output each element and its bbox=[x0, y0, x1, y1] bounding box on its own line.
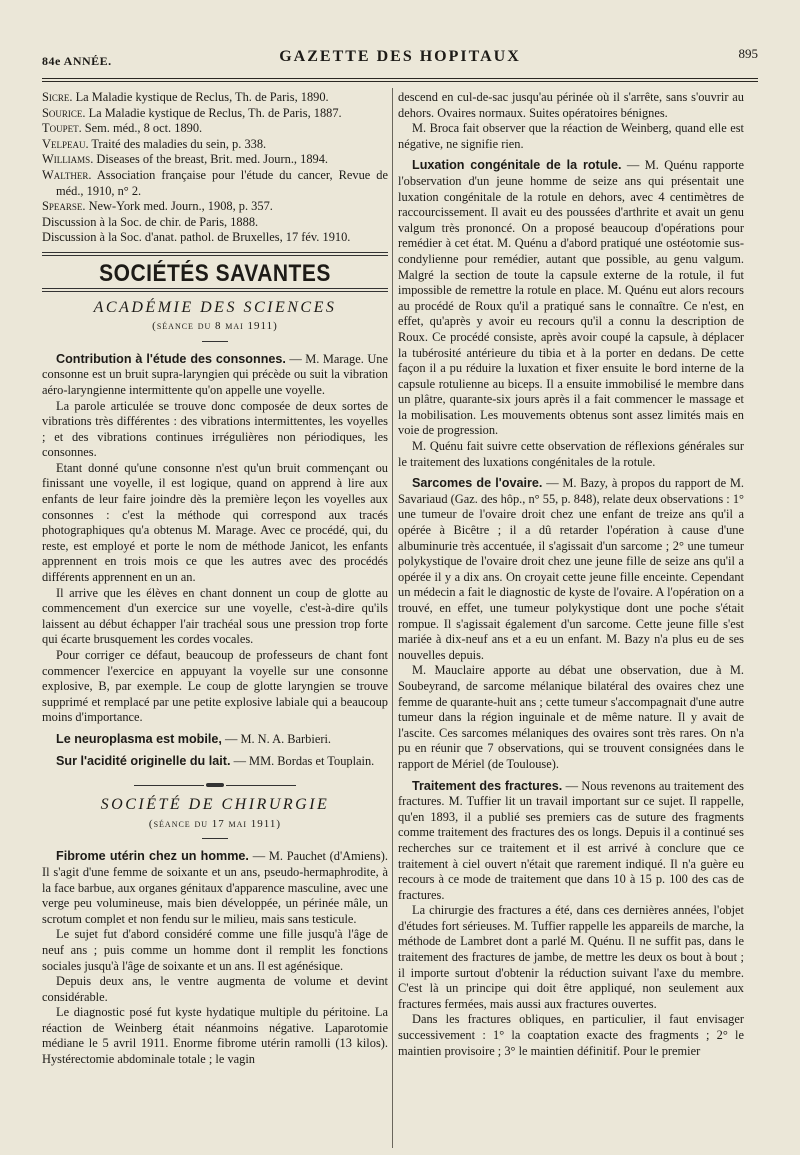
bibliography-text: Traité des maladies du sein, p. 338. bbox=[91, 136, 267, 151]
bibliography-text: Discussion à la Soc. de chir. de Paris, 1888. bbox=[42, 214, 259, 229]
luxation-paragraph: Luxation congénitale de la rotule. — M. Quénu rapporte l'observation d'un jeune homme de seize ans qui présentait une luxation congénitale de la rotule en dehors, avec 4 centimètres de raccourcissement. Il avait eu des poussées d'arthrite et avait un genu valgum très prononcé. On a proposé beaucoup d'opérations pour remédier à cet état. M. Quénu a d'abord pratiqué une ostéotomie sus-condylienne pour remédier, autant que possible, au genu valgum. Malgré la section de toute la capsule externe de la rotule, il fut impossible de remettre la rotule en place. M. Quénu eut alors recours au procédé de Roux qu'il a pratiqué sans le connaître. Ce n'est, en effet, qu'après y avoir eu recours qu'il a connu la description de Roux. Ce procédé consiste, après avoir coupé la capsule, à déplacer la tubérosité antérieure du tibia et à la porter en dedans. De cette façon il a pu réduire la luxation et fixer ensuite le bord interne de la capsule rotulienne au biceps. Il a ensuite immobilisé le membre dans un plâtre, quarante-six jours après il a fait commencer le massage et la mobilisation. Les mouvements obtenus sont assez limités mais en voie de progression. bbox=[398, 158, 744, 438]
section-rule bbox=[42, 288, 388, 292]
consonnes-heading: Contribution à l'étude des consonnes. bbox=[56, 351, 286, 366]
bibliography-text: La Maladie kystique de Reclus, Th. de Paris, 1890. bbox=[75, 90, 329, 104]
luxation-paragraph: M. Quénu fait suivre cette observation de réflexions générales sur le traitement des luxations congénitales de la rotule. bbox=[398, 439, 744, 469]
bibliography-entry bbox=[42, 137, 388, 153]
fibrome-paragraph: Le sujet fut d'abord considéré comme une fille jusqu'à l'âge de neuf ans ; puis comme un homme dont il remplit les fonctions sociales jusqu'à l'âge de soixante et un ans. Il est agénésique. bbox=[42, 927, 388, 973]
header-page-number: 895 bbox=[738, 46, 758, 61]
ornament-divider bbox=[42, 783, 388, 787]
bibliography-entry bbox=[42, 199, 388, 215]
broca-paragraph: M. Broca fait observer que la réaction de Weinberg, quand elle est négative, ne signifie rien. bbox=[398, 121, 744, 151]
bibliography-author: Sicre. bbox=[42, 90, 73, 104]
fibrome-paragraph: Le diagnostic posé fut kyste hydatique multiple du péritoine. La réaction de Weinberg était néanmoins négative. Laparotomie médiane le 5 avril 1911. Enorme fibrome utérin ramolli (13 kilos). Hystérectomie abdominale totale ; le vagin bbox=[42, 1005, 388, 1067]
luxation-heading: Luxation congénitale de la rotule. bbox=[412, 158, 622, 173]
consonnes-paragraph: Il arrive que les élèves en chant donnent un coup de glotte au commencement d'un exercice sur une voyelle, c'est-à-dire qu'ils laissent au début échapper l'air trachéal sous une pression trop forte qui écarte brusquement les cordes vocales. bbox=[42, 585, 388, 647]
section-title: SOCIÉTÉS SAVANTES bbox=[99, 260, 331, 287]
header-rule-bottom bbox=[42, 81, 758, 82]
section-rule bbox=[42, 252, 388, 256]
bibliography-entry bbox=[42, 215, 388, 231]
bibliography-text: Sem. méd., 8 oct. 1890. bbox=[84, 121, 203, 136]
continuation-paragraph: descend en cul-de-sac jusqu'au périnée où il s'arrête, sans s'ouvrir au dehors. Ovaires normaux. Suites opératoires bénignes. bbox=[398, 90, 744, 120]
bibliography-text: Association française pour l'étude du cancer, Revue de méd., 1910, n° 2. bbox=[56, 167, 389, 198]
bibliography-list bbox=[42, 90, 388, 246]
bibliography-text: Diseases of the breast, Brit. med. Journ., 1894. bbox=[96, 152, 328, 167]
page-header bbox=[42, 44, 758, 78]
bibliography-entry bbox=[42, 90, 388, 106]
academie-title: ACADÉMIE DES SCIENCES bbox=[93, 298, 337, 316]
consonnes-paragraph: Contribution à l'étude des consonnes. — M. Marage. Une consonne est un bruit supra-laryngien qui précède ou suit la vibration aéro-laryngienne intermittente qu'on appelle une voyelle. bbox=[42, 351, 388, 397]
bibliography-author: Spearse. bbox=[42, 199, 86, 214]
bibliography-entry bbox=[42, 230, 388, 246]
neuroplasma-heading: Le neuroplasma est mobile, bbox=[56, 731, 222, 746]
bibliography-author: Williams. bbox=[42, 152, 94, 167]
fractures-paragraph: La chirurgie des fractures a été, dans ces dernières années, l'objet d'études fort sérieuses. M. Tuffier rappelle les appareils de marche, la méthode de Lambret dont a parlé M. Quénu. Il ne suffit pas, dans le traitement des fractures de jambe, de mettre les deux os bout à bout ; il importe surtout d'obtenir la réduction suivant l'axe du membre. C'est là un principe qui doit être appliqué, non seulement aux fractures fermées, mais aussi aux fractures ouvertes. bbox=[398, 903, 744, 1011]
bibliography-entry bbox=[42, 121, 388, 137]
bibliography-entry bbox=[42, 152, 388, 168]
fibrome-paragraph: Depuis deux ans, le ventre augmenta de volume et devint considérable. bbox=[42, 974, 388, 1004]
left-column bbox=[42, 90, 388, 1068]
consonnes-paragraph: La parole articulée se trouve donc composée de deux sortes de vibrations très différentes : des vibrations intermittentes, les voyelles ; et des vibrations continues irrégulières non périodiques, les consonnes. bbox=[42, 398, 388, 460]
bibliography-entry bbox=[42, 106, 388, 122]
lait-heading: Sur l'acidité originelle du lait. bbox=[56, 753, 231, 768]
fibrome-heading: Fibrome utérin chez un homme. bbox=[56, 849, 249, 864]
sarcome-heading: Sarcomes de l'ovaire. bbox=[412, 476, 543, 491]
consonnes-paragraph: Pour corriger ce défaut, beaucoup de professeurs de chant font commencer l'exercice en appuyant la voyelle sur une consonne explosive, B, par exemple. Le coup de glotte laryngien se trouve supprimé et remplacé par une petite explosive labiale qui a beaucoup moins d'importance. bbox=[42, 648, 388, 725]
fibrome-paragraph: Fibrome utérin chez un homme. — M. Pauchet (d'Amiens). Il s'agit d'une femme de soixante et un ans, pseudo-hermaphrodite, à la face barbue, aux organes génitaux d'apparence masculine, avec une verge peu volumineuse, mais bien développée, un périnée mâle, un scrotum complet et non fendu sur le milieu, mais sans testicule. bbox=[42, 849, 388, 926]
fractures-heading: Traitement des fractures. bbox=[412, 778, 563, 793]
bibliography-author: Walther. bbox=[42, 167, 92, 182]
short-rule bbox=[202, 341, 228, 342]
chirurgie-title: SOCIÉTÉ DE CHIRURGIE bbox=[100, 796, 330, 814]
bibliography-entry bbox=[42, 168, 388, 199]
sarcome-paragraph: Sarcomes de l'ovaire. — M. Bazy, à propos du rapport de M. Savariaud (Gaz. des hôp., n° 55, p. 848), relate deux observations : 1° une tumeur de l'ovaire droit chez une enfant de treize ans qu'il a opérée à Bicêtre ; il a dû retarder l'opération à cause d'une albuminurie très accentuée, il s'agissait d'un sarcome ; 2° une tumeur polykystique de l'ovaire droit chez une jeune fille de seize ans qu'il a opérée il y a dix ans. On croyait cette jeune fille enceinte. Cependant un médecin a fait le diagnostic de kyste de l'ovaire. A l'opération on a trouvé, en effet, une tumeur polykystique dont une poche s'était rompue. Il s'agissait également d'un sarcome. Cette jeune fille s'est mariée à dix-neuf ans et a eu un enfant. M. Bazy n'a plus eu de ses nouvelles depuis. bbox=[398, 476, 744, 662]
bibliography-author: Sourice. bbox=[42, 105, 86, 120]
fractures-paragraph: Traitement des fractures. — Nous revenons au traitement des fractures. M. Tuffier lit un travail important sur ce sujet. Il rappelle, qu'en 1893, il a publié ses premiers cas de suture des fragments comme traitement des fractures des os longs. Depuis il a continué ses recherches sur ce traitement et il est arrivé à conclure que ce traitement à ciel ouvert n'était que rarement indiqué. Il n'a guère eu recours à ce mode de traitement que dans 10 à 15 p. 100 des cas de fractures. bbox=[398, 778, 744, 902]
bibliography-text: La Maladie kystique de Reclus, Th. de Paris, 1887. bbox=[88, 105, 342, 120]
sarcome-paragraph: M. Mauclaire apporte au débat une observation, due à M. Soubeyrand, de sarcome mélanique bilatéral des ovaires chez une femme de quarante-huit ans ; cette tumeur s'accompagnait d'une autre tumeur dans la région inguinale et de même nature. Il y avait de l'ascite. Ces sarcomes mélaniques des ovaires sont très rares. On n'a pu en réunir que 7 observations, qui se trouvent consignées dans le rapport de Mériel (de Toulouse). bbox=[398, 663, 744, 771]
right-column bbox=[398, 90, 744, 1059]
fractures-paragraph: Dans les fractures obliques, en particulier, il faut envisager successivement : 1° la coaptation exacte des fragments ; 2° le maintien provisoire ; 3° le maintien définitif. Pour le premier bbox=[398, 1012, 744, 1058]
lait-item: Sur l'acidité originelle du lait. — MM. Bordas et Touplain. bbox=[56, 753, 375, 768]
consonnes-paragraph: Etant donné qu'une consonne n'est qu'un bruit commençant ou finissant une voyelle, il est logique, quand on apprend à lire aux enfants de leur faire joindre dès la première leçon les voyelles aux consonnes : c'est la méthode qui correspond aux tracés photographiques qu'a obtenus M. Marage. Avec ce procédé, qui, du reste, est employé et porte le nom de méthode Janicot, les enfants apprennent en trois mois ce que les autres avec des procédés différents apprennent en un an. bbox=[42, 460, 388, 585]
bibliography-text: Discussion à la Soc. d'anat. pathol. de Bruxelles, 17 fév. 1910. bbox=[42, 230, 351, 245]
bibliography-author: Velpeau. bbox=[42, 136, 89, 151]
bibliography-text: New-York med. Journ., 1908, p. 357. bbox=[88, 199, 273, 214]
chirurgie-seance-date: (séance du 17 mai 1911) bbox=[148, 817, 282, 830]
column-divider bbox=[392, 88, 393, 1148]
bibliography-author: Toupet. bbox=[42, 121, 82, 136]
academie-seance-date: (séance du 8 mai 1911) bbox=[152, 320, 278, 333]
neuroplasma-item: Le neuroplasma est mobile, — M. N. A. Barbieri. bbox=[56, 731, 331, 746]
header-journal-title: GAZETTE DES HOPITAUX bbox=[279, 48, 521, 65]
header-rule-top bbox=[42, 78, 758, 79]
short-rule bbox=[202, 838, 228, 839]
header-year: 84e ANNÉE. bbox=[42, 54, 112, 68]
